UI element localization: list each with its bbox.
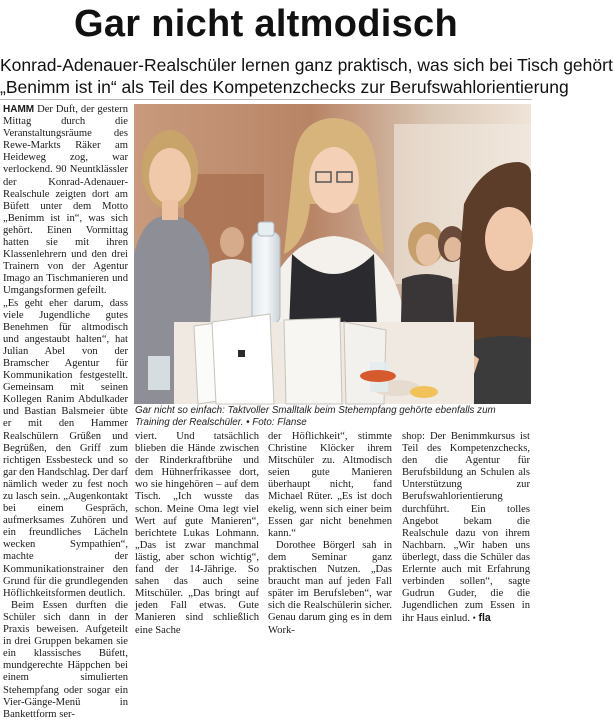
subheadline-2: „Benimm ist in“ als Teil des Kompetenzchecks zur Berufswahlorientierung xyxy=(0,77,569,97)
column-3-text-1: der Höflichkeit“, stimmte Christine Klöcker ihrem Mitschüler zu. Altmodisch seien gute Manieren überhaupt nicht, fand Michael Rüter. „Es ist doch ekelig, wenn sich einer beim Essen gar nicht benehmen kann.“ xyxy=(268,431,392,539)
paragraph-3: Beim Essen durften die Schüler sich dann in der Praxis beweisen. Aufgeteilt in drei Gruppen bekamen sie ein klassisches Büfett, mundgerechte Häppchen bei einem simulierten Stehempfang oder sogar ein Vier-Gänge-Menü in Bankettform ser- xyxy=(3,599,128,720)
column-3-text-2: Dorothee Börgerl sah in dem Seminar ganz praktischen Nutzen. „Das braucht man auf jeden Fall später im Berufsleben“, war sich die Realschülerin sicher. Genau darum ging es in dem Work- xyxy=(268,539,392,636)
article-column-3 xyxy=(268,431,392,637)
header-rule xyxy=(0,99,532,100)
paragraph-intro xyxy=(3,104,128,298)
water-bottle xyxy=(252,222,280,324)
article-photo xyxy=(134,104,531,404)
column-2-text: viert. Und tatsächlich blieben die Hände zwischen der Rinderkraftbrühe und dem Hühnerfrikassee dort, wo sie hingehören – auf dem Tisch. „Ich wusste das schon. Meine Oma legt viel Wert auf gute Manieren“, berichtete Lukas Lohmann. „Das ist zwar manchmal lästig, aber schon wichtig“, fand der 14-Jährige. So sahen das auch seine Mitschüler. „Das bringt auf jeden Fall etwas. Gute Manieren sind schließlich eine Sache xyxy=(135,431,259,636)
table-cards xyxy=(148,314,474,404)
headline: Gar nicht altmodisch xyxy=(74,3,458,45)
author-initials: fla xyxy=(478,612,491,625)
dateline-city: HAMM xyxy=(3,104,35,115)
author-bullet: • xyxy=(472,613,476,624)
column-4-text: shop: Der Benimmkursus ist Teil des Kompetenzchecks, den die Agentur für Berufsbildung an Schulen als Unterstützung zur Berufswahlorientierung durchführt. Ein tolles Angebot bekam die Realschule dazu von ihrem Nachbarn. „Wir haben uns überlegt, dass die Schüler das Erlernte auch mit Erfahrung verbinden sollen“, sagte Gudrun Guder, die die Jugendlichen zum Essen in ihr Haus einlud. • fla xyxy=(402,431,530,625)
intro-text: Der Duft, der gestern Mittag durch die Veranstaltungsräume des Rewe-Markts Räker am Heideweg zog, war verlockend. 90 Neuntklässler der Konrad-Adenauer-Realschule zeigten dort am Büfett unter dem Motto „Benimm ist in“, was sich gehört. Einen Vormittag hatten sie mit ihren Klassenlehrern und den drei Trainern von der Agentur Imago an Tischmanieren und Umgangsformen gefeilt. xyxy=(3,104,128,297)
photo-caption: Gar nicht so einfach: Taktvoller Smalltalk beim Stehempfang gehörte ebenfalls zum Training der Realschüler. • Foto: Flanse xyxy=(135,405,496,428)
article-column-2 xyxy=(135,431,259,637)
paragraph-2: „Es geht eher darum, dass viele Jugendliche gutes Benehmen für altmodisch und angestaubt halten“, hat Julian Abel von der Bramscher Agentur für Kommunikation festgestellt. Gemeinsam mit seinen Kollegen Ranim Abdulkader und Bastian Balsmeier übte er mit den Hammer Realschülern Grüßen und Begrüßen, den Griff zum richtigen Essbesteck und so gar den Handschlag. Der darf nämlich weder zu fest noch zu lasch sein. „Augenkontakt bei einem Gespräch, aufmerksames Zuhören und ein freundliches Lächeln wecken Sympathien“, machte der Kommunikationstrainer den Grund für die grundlegenden Höflichkeitsformen deutlich. xyxy=(3,297,129,599)
subheadline-1: Konrad-Adenauer-Realschüler lernen ganz praktisch, was sich bei Tisch gehört xyxy=(0,55,613,75)
article-column-4 xyxy=(402,431,530,626)
article-column-left xyxy=(3,104,128,721)
